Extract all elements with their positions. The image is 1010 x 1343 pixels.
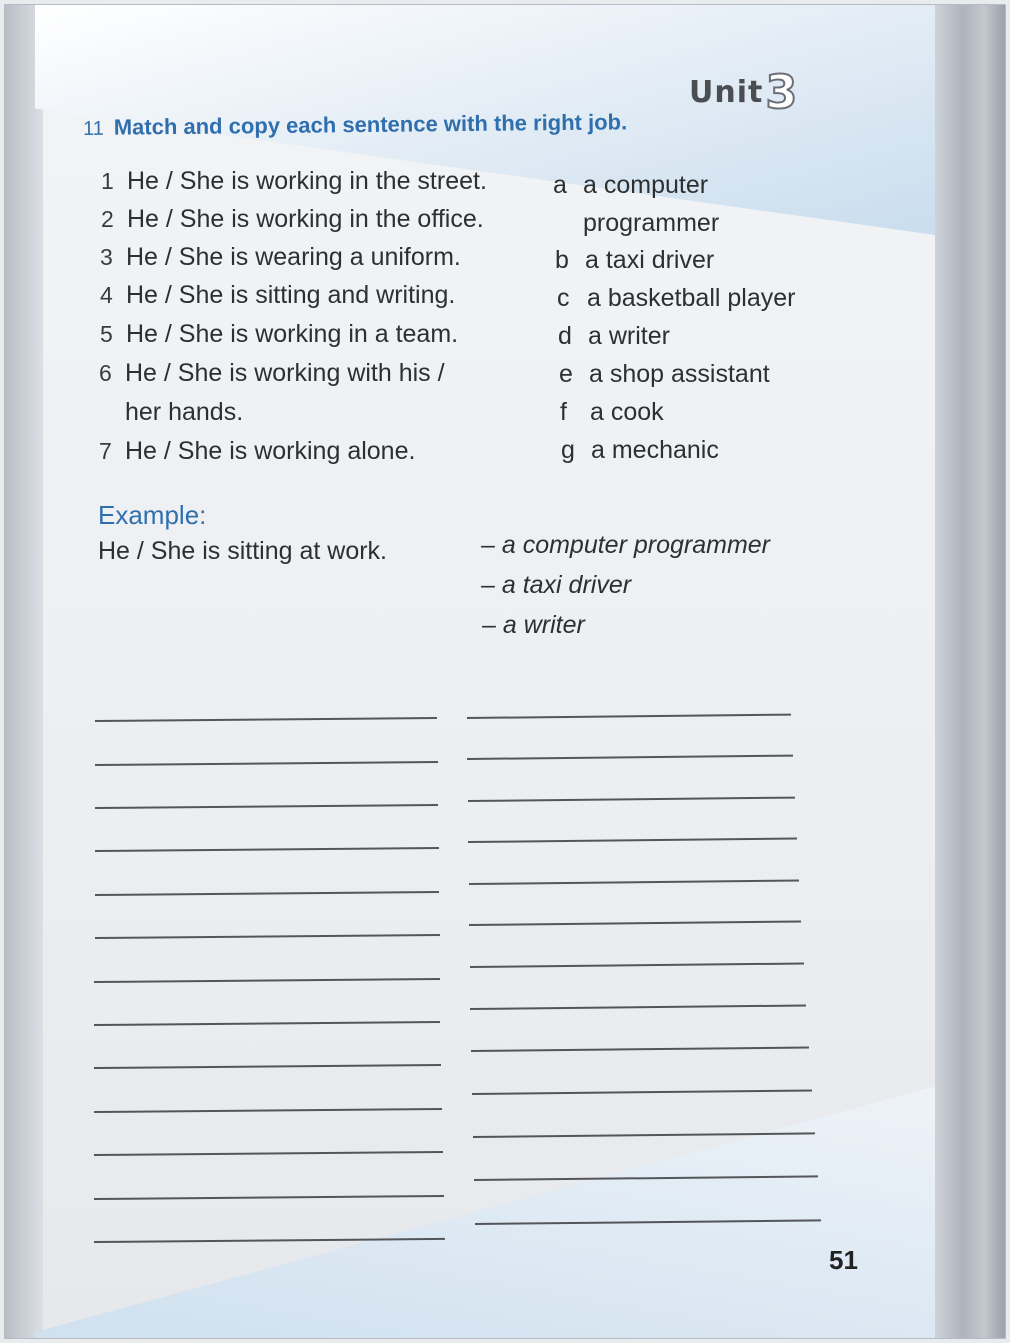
sentence-number: 5 <box>100 321 113 347</box>
page-stack-edge <box>935 5 1005 1339</box>
job-item <box>560 398 664 427</box>
sentence-text: He / She is working in the street. <box>127 167 487 195</box>
job-text: a computer <box>583 171 709 199</box>
job-letter: b <box>555 246 569 274</box>
sentence-number: 7 <box>99 438 112 464</box>
job-item <box>553 171 708 200</box>
sentence-item <box>100 243 461 272</box>
example-sentence: He / She is sitting at work. <box>98 537 388 565</box>
sentence-text: her hands. <box>125 398 244 426</box>
job-text: a shop assistant <box>589 360 770 388</box>
task-number: 11 <box>82 117 104 140</box>
example-label: Example: <box>98 500 207 530</box>
job-letter: f <box>560 398 567 426</box>
job-text: programmer <box>583 209 720 237</box>
sentence-text: He / She is working in the office. <box>127 205 484 233</box>
sentence-text: He / She is sitting and writing. <box>126 281 456 309</box>
job-item <box>557 284 795 313</box>
sentence-number: 6 <box>99 360 112 386</box>
job-text: a cook <box>590 398 664 426</box>
job-item <box>558 322 670 351</box>
unit-number: 3 <box>765 65 799 119</box>
job-letter: c <box>557 284 570 312</box>
photo-frame <box>4 4 1006 1339</box>
sentence-number: 2 <box>101 206 114 232</box>
job-letter: e <box>559 360 573 388</box>
sentence-item <box>101 205 484 234</box>
job-text: a basketball player <box>587 284 796 312</box>
job-letter: a <box>553 171 567 199</box>
unit-heading <box>689 65 799 119</box>
sentence-item <box>100 281 455 310</box>
sentence-number: 3 <box>100 244 113 270</box>
sentence-text: He / She is working alone. <box>125 437 416 465</box>
sentence-text: He / She is working with his / <box>125 359 445 387</box>
unit-label: Unit <box>689 75 764 110</box>
job-text: a taxi driver <box>585 246 715 274</box>
sentence-number: 1 <box>101 168 114 194</box>
example-answer: – a taxi driver <box>481 571 632 599</box>
example-answer: – a writer <box>482 611 585 639</box>
sentence-item <box>99 398 243 427</box>
sentence-item <box>99 437 415 466</box>
sentence-text: He / She is working in a team. <box>126 320 459 348</box>
sentence-item <box>101 167 487 196</box>
example-answer: – a computer programmer <box>481 531 771 559</box>
job-item <box>561 436 719 465</box>
job-item <box>553 209 719 238</box>
job-item <box>555 246 714 275</box>
job-text: a writer <box>588 322 670 350</box>
sentence-text: He / She is wearing a uniform. <box>126 243 461 271</box>
page-fold <box>5 5 43 1339</box>
sentence-number: 4 <box>100 282 113 308</box>
job-text: a mechanic <box>591 436 719 464</box>
task-instruction: Match and copy each sentence with the right job. <box>113 109 628 140</box>
sentence-item <box>100 320 458 349</box>
page-number: 51 <box>829 1245 858 1275</box>
job-item <box>559 360 770 389</box>
job-letter: d <box>558 322 572 350</box>
job-letter: g <box>561 436 575 464</box>
sentence-item <box>99 359 445 388</box>
